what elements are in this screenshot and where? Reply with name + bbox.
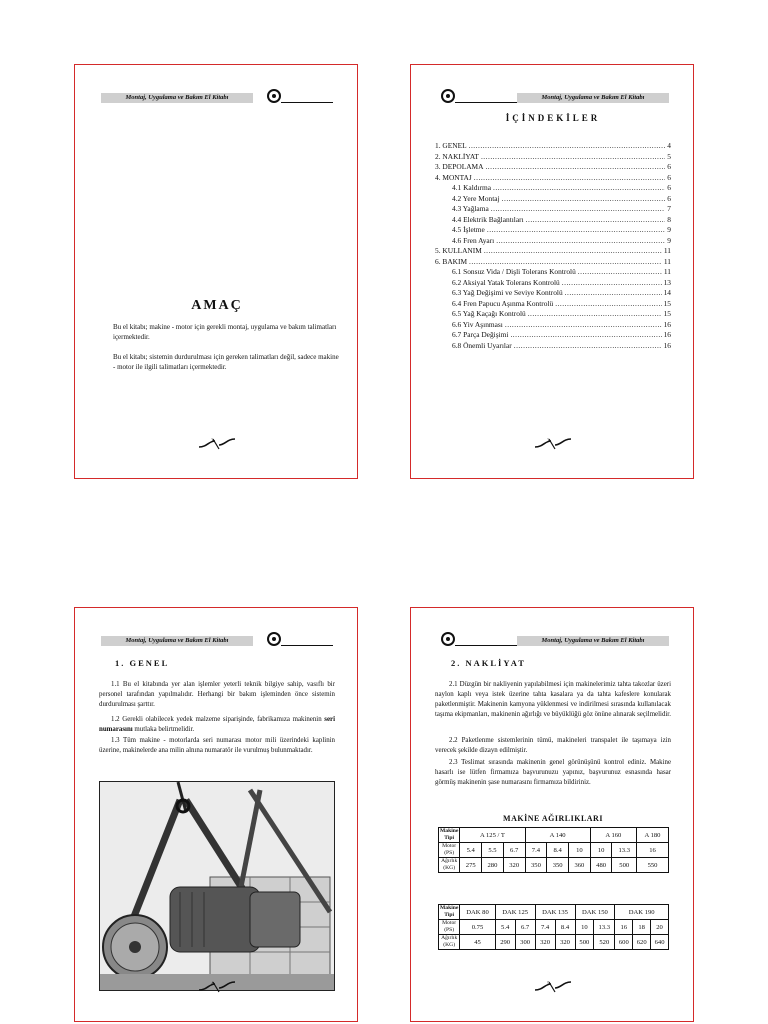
toc-entry-page: 11 (663, 267, 671, 276)
table-cell: 520 (594, 935, 615, 950)
header-rule (281, 102, 333, 103)
toc-entry-page: 6 (667, 183, 671, 192)
toc-entry-page: 16 (663, 340, 671, 350)
table-cell: 13.3 (612, 843, 637, 858)
genel-paragraph-1 (99, 680, 335, 710)
toc-entry-page: 15 (663, 309, 671, 318)
toc-leader-dots (481, 152, 665, 163)
table-cell: 16 (615, 920, 633, 935)
toc-entry-page: 11 (663, 246, 671, 255)
section-title-nakliyat: 2. NAKLİYAT (451, 658, 526, 668)
genel-paragraph-2-text: 1.2 Gerekli olabilecek yedek malzeme siparişinde, fabrikamıza makinenin (111, 716, 325, 723)
header-label: Montaj, Uygulama ve Bakım El Kitabı (517, 93, 669, 103)
toc-leader-dots (496, 236, 665, 247)
page-nakliyat (410, 607, 694, 1022)
toc-leader-dots (528, 309, 662, 320)
table-cell: 5.4 (460, 843, 482, 858)
company-logo-icon (267, 632, 281, 646)
toc-entry-page: 7 (667, 204, 671, 213)
table-cell: 7.4 (525, 843, 547, 858)
toc-entry-label: 4.6 Fren Ayarı (452, 235, 495, 245)
toc-entry-page: 15 (663, 298, 671, 308)
table-cell: 20 (651, 920, 669, 935)
table-cell: 320 (535, 935, 555, 950)
page-header (101, 89, 333, 103)
amac-title: AMAÇ (191, 298, 243, 313)
page-number: 5 (547, 982, 550, 987)
row-header-motor: Motor (PS) (439, 843, 460, 858)
toc-leader-dots (469, 257, 662, 268)
table-cell: DAK 80 (460, 905, 495, 920)
toc-leader-dots (469, 141, 666, 152)
page-number-ornament (533, 435, 573, 453)
toc-entry[interactable] (435, 215, 671, 226)
toc-entry-label: 6.4 Fren Papucu Aşınma Kontrolü (452, 298, 554, 308)
table-of-contents (435, 141, 671, 351)
toc-entry-page: 6 (667, 193, 671, 203)
toc-entry[interactable] (435, 257, 671, 268)
table-cell: 500 (575, 935, 594, 950)
toc-entry-page: 13 (663, 277, 671, 287)
table-cell: 280 (482, 858, 504, 873)
page-header (437, 632, 669, 646)
toc-entry-label: 3. DEPOLAMA (435, 162, 484, 171)
table-cell: 300 (515, 935, 535, 950)
table-cell: 500 (612, 858, 637, 873)
toc-title: İÇİNDEKİLER (505, 113, 601, 123)
toc-entry-page: 4 (667, 141, 671, 150)
toc-entry-label: 4.1 Kaldırma (452, 183, 491, 192)
toc-leader-dots (555, 299, 661, 310)
toc-entry-label: 4. MONTAJ (435, 172, 472, 182)
page-number-ornament (197, 435, 237, 453)
table-cell: 5.5 (482, 843, 504, 858)
toc-entry[interactable] (435, 141, 671, 152)
nakliyat-paragraph-1 (435, 680, 671, 720)
toc-leader-dots (510, 330, 661, 341)
header-label: Montaj, Uygulama ve Bakım El Kitabı (101, 93, 253, 103)
toc-entry-page: 9 (667, 225, 671, 234)
row-header-type: Makine Tipi (440, 828, 459, 841)
toc-leader-dots (578, 267, 662, 278)
header-rule (281, 645, 333, 646)
toc-entry-label: 4.4 Elektrik Bağlantıları (452, 214, 524, 224)
page-ornament-icon (197, 978, 237, 996)
nakliyat-paragraph-2-text: 2.2 Paketlenme sistemlerinin tümü, makineleri transpalet ile taşımaya izin verecek şekilde dizayn edilmiştir. (435, 737, 671, 755)
toc-leader-dots (491, 204, 666, 215)
table-cell: 6.7 (503, 843, 525, 858)
toc-entry-label: 6.7 Parça Değişimi (452, 330, 509, 339)
table-cell: 620 (633, 935, 651, 950)
toc-entry-page: 16 (663, 319, 671, 329)
table-cell: DAK 125 (495, 905, 535, 920)
toc-entry-label: 1. GENEL (435, 141, 467, 150)
genel-paragraph-1-text: 1.1 Bu el kitabında yer alan işlemler yeterli teknik bilgiye sahip, vasıflı bir personel tarafından yapılmalıdır. Herhangi bir bakım işleminden önce sistemin durdurulması şarttır. (99, 681, 335, 709)
toc-entry-page: 8 (667, 214, 671, 224)
toc-entry-label: 4.5 İşletme (452, 225, 485, 234)
table-cell: 8.4 (555, 920, 575, 935)
table-cell: 7.4 (535, 920, 555, 935)
toc-entry-label: 6.6 Yiv Aşınması (452, 319, 503, 329)
toc-entry[interactable] (435, 194, 671, 205)
table-row (439, 935, 669, 950)
toc-leader-dots (485, 162, 665, 173)
page-genel (74, 607, 358, 1022)
toc-entry-label: 5. KULLANIM (435, 246, 482, 255)
toc-entry[interactable] (435, 278, 671, 289)
toc-entry[interactable] (435, 152, 671, 163)
toc-entry[interactable] (435, 288, 671, 299)
toc-entry[interactable] (435, 246, 671, 257)
table-cell: DAK 135 (535, 905, 575, 920)
genel-paragraph-2-tail: mutlaka belirtmelidir. (132, 726, 195, 734)
genel-paragraph-3-text: 1.3 Tüm makine - motorlarda seri numarası motor mili üzerindeki kaplinin üzerine, makinelerde ana milin alnına numaratör ile vurulmuş bulunmaktadır. (99, 737, 335, 755)
toc-leader-dots (565, 288, 662, 299)
toc-entry-page: 5 (667, 151, 671, 161)
row-header-type: Makine Tipi (440, 905, 459, 918)
toc-leader-dots (487, 225, 665, 236)
table-cell: 320 (555, 935, 575, 950)
page-ornament-icon (533, 435, 573, 453)
amac-paragraph-2: Bu el kitabı; sistemin durdurulması için gereken talimatları değil, sadece makine - motor ile ilgili talimatları içermektedir. (113, 353, 339, 371)
toc-entry-page: 6 (667, 172, 671, 182)
toc-entry-label: 6.8 Önemli Uyarılar (452, 340, 512, 350)
toc-entry-label: 6.3 Yağ Değişimi ve Seviye Kontrolü (452, 288, 563, 297)
table-cell: 0.75 (460, 920, 495, 935)
toc-entry-label: 4.2 Yere Montaj (452, 193, 500, 203)
section-title-genel: 1. GENEL (115, 658, 170, 668)
table-row (439, 828, 669, 843)
table-cell: 550 (637, 858, 669, 873)
genel-paragraph-2 (99, 715, 335, 735)
table-cell: 13.3 (594, 920, 615, 935)
page-number-ornament (197, 978, 237, 996)
page-ornament-icon (197, 435, 237, 453)
table-cell: 45 (460, 935, 495, 950)
genel-paragraph-3 (99, 736, 335, 756)
header-rule (455, 102, 517, 103)
table-cell: 640 (651, 935, 669, 950)
toc-entry-page: 6 (667, 162, 671, 171)
page-header (437, 89, 669, 103)
row-header-weight: Ağırlık (KG) (439, 935, 460, 950)
table-cell: 275 (460, 858, 482, 873)
toc-entry[interactable] (435, 236, 671, 247)
toc-leader-dots (502, 194, 666, 205)
table-cell: 360 (569, 858, 591, 873)
table-cell: 350 (525, 858, 547, 873)
table-cell: 6.7 (515, 920, 535, 935)
header-label: Montaj, Uygulama ve Bakım El Kitabı (517, 636, 669, 646)
toc-entry-page: 9 (667, 235, 671, 245)
toc-entry-label: 6.1 Sonsuz Vida / Dişli Tolerans Kontrolü (452, 267, 576, 276)
row-header-weight: Ağırlık (KG) (439, 858, 460, 873)
toc-entry[interactable] (435, 225, 671, 236)
machine-lifting-photo (99, 781, 335, 991)
nakliyat-paragraph-1-text: 2.1 Düzgün bir nakliyenin yapılabilmesi için makinelerimiz tahta takozlar üzeri naylon kaplı veya istek üzerine tahta kasalara ya da tahta kafeslere konularak paketlenmiştir. Makinenin kamyona yüklenmesi ve indirilmesi sırasında kullanılacak taşıma ekipmanları, makinenin ağırlığı ve büyüklüğü göz önüne alınarak seçilmelidir. (435, 681, 671, 719)
page-number: 4 (211, 982, 214, 987)
toc-leader-dots (526, 215, 666, 226)
toc-leader-dots (505, 320, 662, 331)
toc-entry[interactable] (435, 267, 671, 278)
table-cell: 480 (590, 858, 612, 873)
toc-entry-page: 11 (663, 256, 671, 266)
table-cell: 290 (495, 935, 515, 950)
table-row (439, 843, 669, 858)
toc-entry[interactable] (435, 320, 671, 331)
table-cell: DAK 150 (575, 905, 615, 920)
page-header (101, 632, 333, 646)
toc-entry[interactable] (435, 341, 671, 352)
weights-table-title: MAKİNE AĞIRLIKLARI (503, 814, 603, 823)
toc-entry[interactable] (435, 183, 671, 194)
page-number: 3 (547, 439, 550, 444)
toc-leader-dots (484, 246, 662, 257)
table-cell: DAK 190 (615, 905, 669, 920)
nakliyat-paragraph-3 (435, 758, 671, 788)
table-cell: 600 (615, 935, 633, 950)
row-header-motor: Motor (PS) (439, 920, 460, 935)
table-cell: 8.4 (547, 843, 569, 858)
header-rule (455, 645, 517, 646)
toc-entry[interactable] (435, 309, 671, 320)
header-label: Montaj, Uygulama ve Bakım El Kitabı (101, 636, 253, 646)
toc-entry-label: 6. BAKIM (435, 256, 468, 266)
table-cell: 320 (503, 858, 525, 873)
toc-leader-dots (493, 183, 665, 194)
table-cell: 16 (637, 843, 669, 858)
table-cell: 18 (633, 920, 651, 935)
amac-paragraph-1: Bu el kitabı; makine - motor için gerekli montaj, uygulama ve bakım talimatları içermektedir. (113, 323, 337, 341)
page-ornament-icon (533, 978, 573, 996)
table-row (439, 858, 669, 873)
table-cell: A 125 / T (460, 828, 525, 843)
company-logo-icon (441, 89, 455, 103)
toc-entry-label: 4.3 Yağlama (452, 204, 489, 213)
toc-entry-label: 6.2 Aksiyal Yatak Tolerans Kontrolü (452, 277, 560, 287)
toc-leader-dots (562, 278, 662, 289)
toc-entry[interactable] (435, 173, 671, 184)
toc-entry[interactable] (435, 204, 671, 215)
toc-entry-label: 6.5 Yağ Kaçağı Kontrolü (452, 309, 526, 318)
nakliyat-paragraph-2 (435, 736, 671, 756)
weights-table-a-series (438, 827, 669, 873)
serial-number-emphasis: seri numarasını (99, 716, 335, 734)
company-logo-icon (441, 632, 455, 646)
toc-entry[interactable] (435, 162, 671, 173)
table-cell: A 140 (525, 828, 590, 843)
toc-leader-dots (514, 341, 662, 352)
toc-entry[interactable] (435, 330, 671, 341)
table-cell: A 160 (590, 828, 636, 843)
toc-entry-page: 16 (663, 330, 671, 339)
table-cell: 10 (575, 920, 594, 935)
table-cell: 10 (590, 843, 612, 858)
toc-entry-page: 14 (663, 288, 671, 297)
company-logo-icon (267, 89, 281, 103)
table-cell: 350 (547, 858, 569, 873)
page-number: 2 (211, 439, 214, 444)
table-cell: 5.4 (495, 920, 515, 935)
toc-entry[interactable] (435, 299, 671, 310)
table-row (439, 905, 669, 920)
toc-entry-label: 2. NAKLİYAT (435, 151, 479, 161)
table-row (439, 920, 669, 935)
page-toc (410, 64, 694, 479)
page-number-ornament (533, 978, 573, 996)
toc-leader-dots (474, 173, 666, 184)
nakliyat-paragraph-3-text: 2.3 Teslimat sırasında makinenin genel görünüşünü kontrol ediniz. Makine hasarlı ise lütfen firmamıza başvurunuzu yapınız, başvurunuz esnasında hasar görmüş makinenin şase numarasını firmamıza bildiriniz. (435, 759, 671, 787)
table-cell: 10 (569, 843, 591, 858)
page-amac (74, 64, 358, 479)
weights-table-dak-series (438, 904, 669, 950)
table-cell: A 180 (637, 828, 669, 843)
